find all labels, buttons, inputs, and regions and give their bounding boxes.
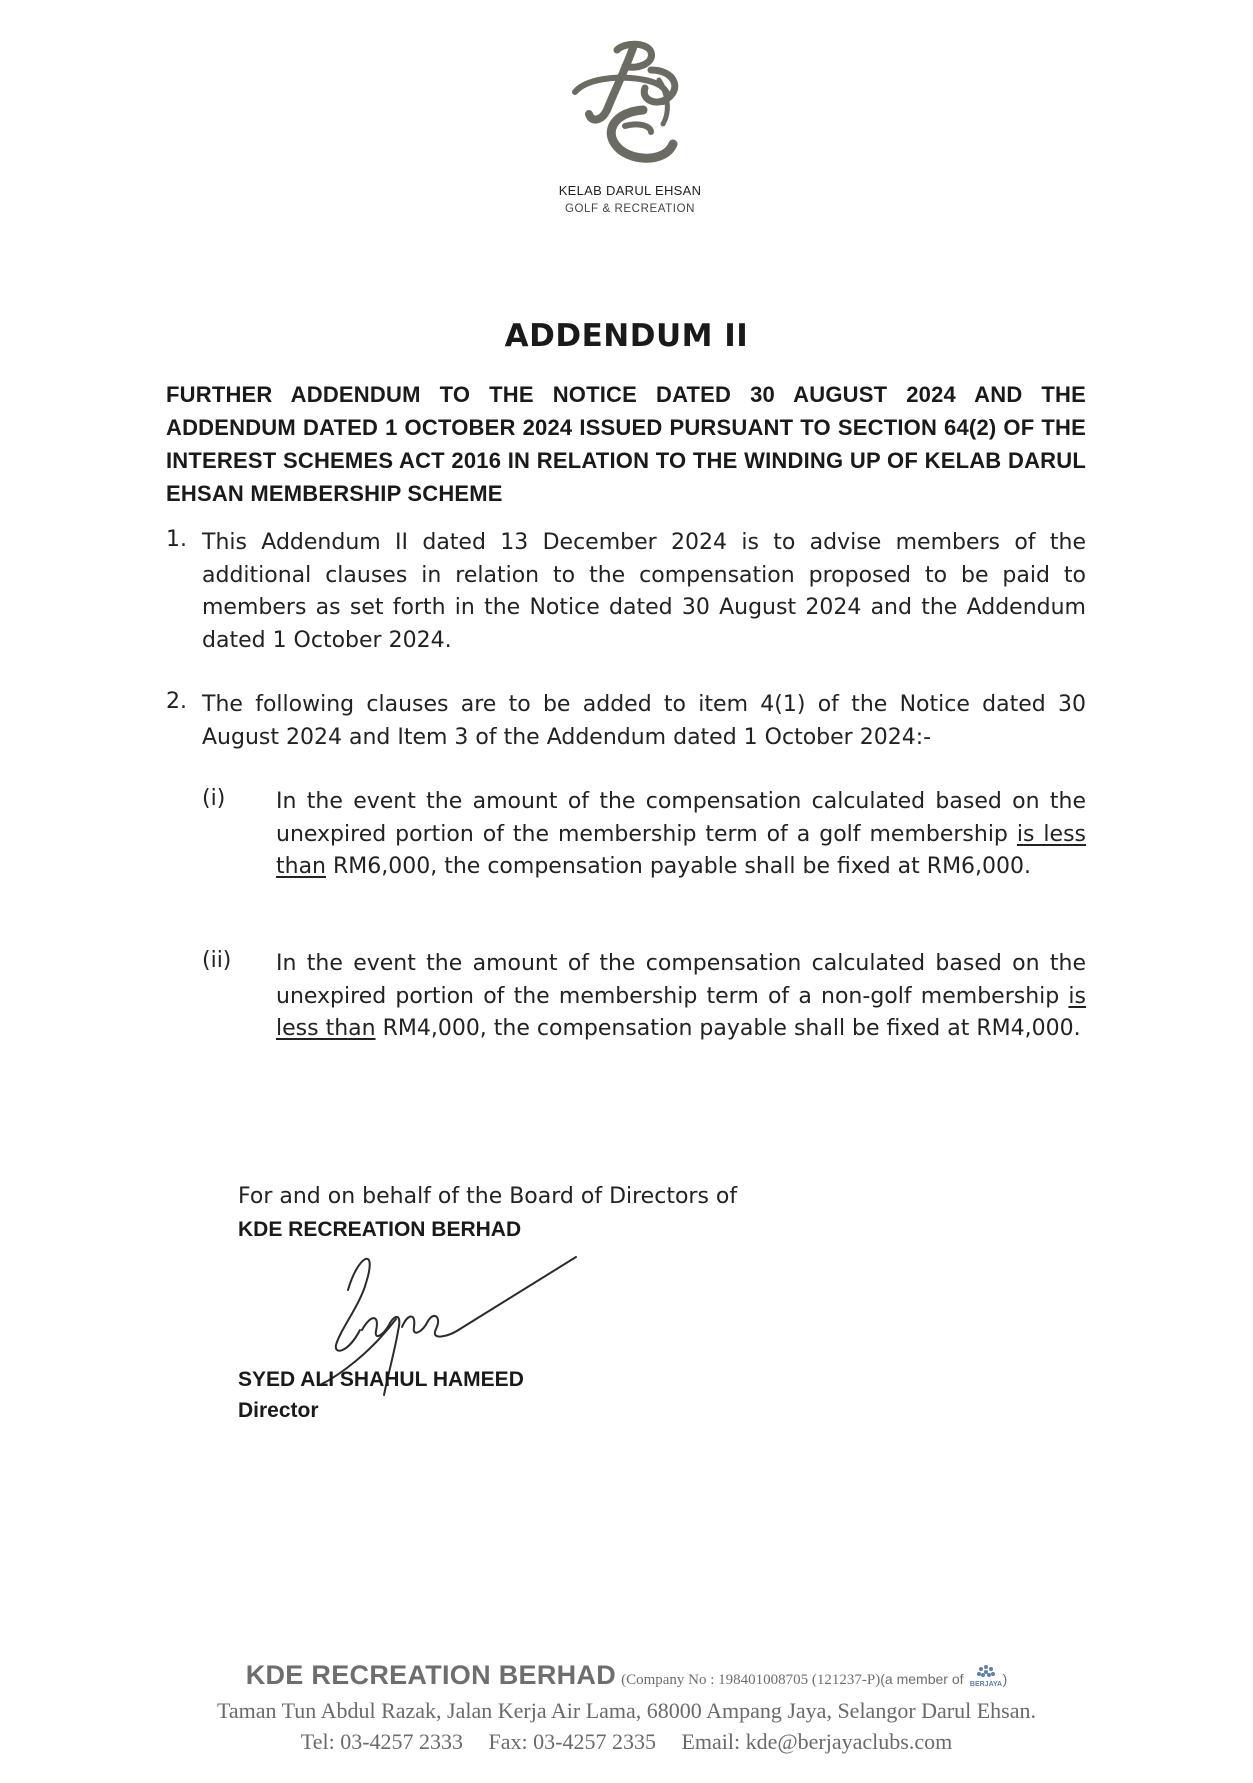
document-heading: FURTHER ADDENDUM TO THE NOTICE DATED 30 AUGUST 2024 AND THE ADDENDUM DATED 1 OCTOBER 2024 ISSUED PURSUANT TO SECTION 64(2) OF THE INTEREST SCHEMES ACT 2016 IN RELATION TO THE WINDING UP OF KELAB DARUL EHSAN MEMBERSHIP SCHEME (166, 382, 1086, 506)
logo-subtitle: GOLF & RECREATION (564, 203, 696, 215)
footer-company-line (0, 1660, 1253, 1691)
item-1-text: This Addendum II dated 13 December 2024 is to advise members of the additional clauses in relation to the compensation proposed to be paid to members as set forth in the Notice dated 30 August 2024 and the Addendum dated 1 October 2024. (202, 530, 1086, 653)
kde-monogram-icon (555, 40, 705, 180)
svg-text:BERJAYA: BERJAYA (969, 1681, 1002, 1688)
subitem-ii-number: (ii) (202, 948, 232, 973)
logo-name: KELAB DARUL EHSAN (558, 183, 702, 198)
signatory-name: SYED ALI SHAHUL HAMEED (238, 1368, 524, 1391)
item-1-number: 1. (166, 527, 187, 552)
subitem-i-number: (i) (202, 786, 226, 811)
footer-contact (0, 1729, 1253, 1755)
item-2-number: 2. (166, 689, 187, 714)
document-title: ADDENDUM II (504, 318, 749, 354)
subitem-ii-text: In the event the amount of the compensation calculated based on the unexpired portion of the membership term of a non-golf membership is less than RM4,000, the compensation payable shall be fixed at RM4,000. (276, 951, 1086, 1041)
subitem-i-underline: is less than (276, 821, 1087, 879)
signature-company: KDE RECREATION BERHAD (238, 1218, 522, 1241)
item-2-text: The following clauses are to be added to item 4(1) of the Notice dated 30 August 2024 and Item 3 of the Addendum dated 1 October 2024:- (202, 692, 1086, 750)
footer-member-of: (a member of (880, 1671, 964, 1687)
footer-tel: Tel: 03-4257 2333 (300, 1729, 464, 1754)
footer-email: Email: kde@berjayaclubs.com (681, 1729, 953, 1754)
berjaya-logo-icon (969, 1662, 1003, 1688)
club-logo (555, 40, 715, 230)
subitem-ii-underline: is less than (276, 983, 1086, 1041)
signatory-title: Director (238, 1399, 319, 1422)
signature-intro: For and on behalf of the Board of Directors of (238, 1184, 738, 1209)
footer-member-close: ) (1002, 1671, 1008, 1687)
subitem-i-text: In the event the amount of the compensation calculated based on the unexpired portion of the membership term of a golf membership is less than RM6,000, the compensation payable shall be fixed at RM6,000. (276, 789, 1087, 879)
footer-registration: (Company No : 198401008705 (121237-P) (621, 1672, 881, 1688)
footer-fax: Fax: 03-4257 2335 (488, 1729, 656, 1754)
footer-address: Taman Tun Abdul Razak, Jalan Kerja Air Lama, 68000 Ampang Jaya, Selangor Darul Ehsan. (216, 1698, 1037, 1723)
footer-company-name: KDE RECREATION BERHAD (245, 1660, 617, 1690)
